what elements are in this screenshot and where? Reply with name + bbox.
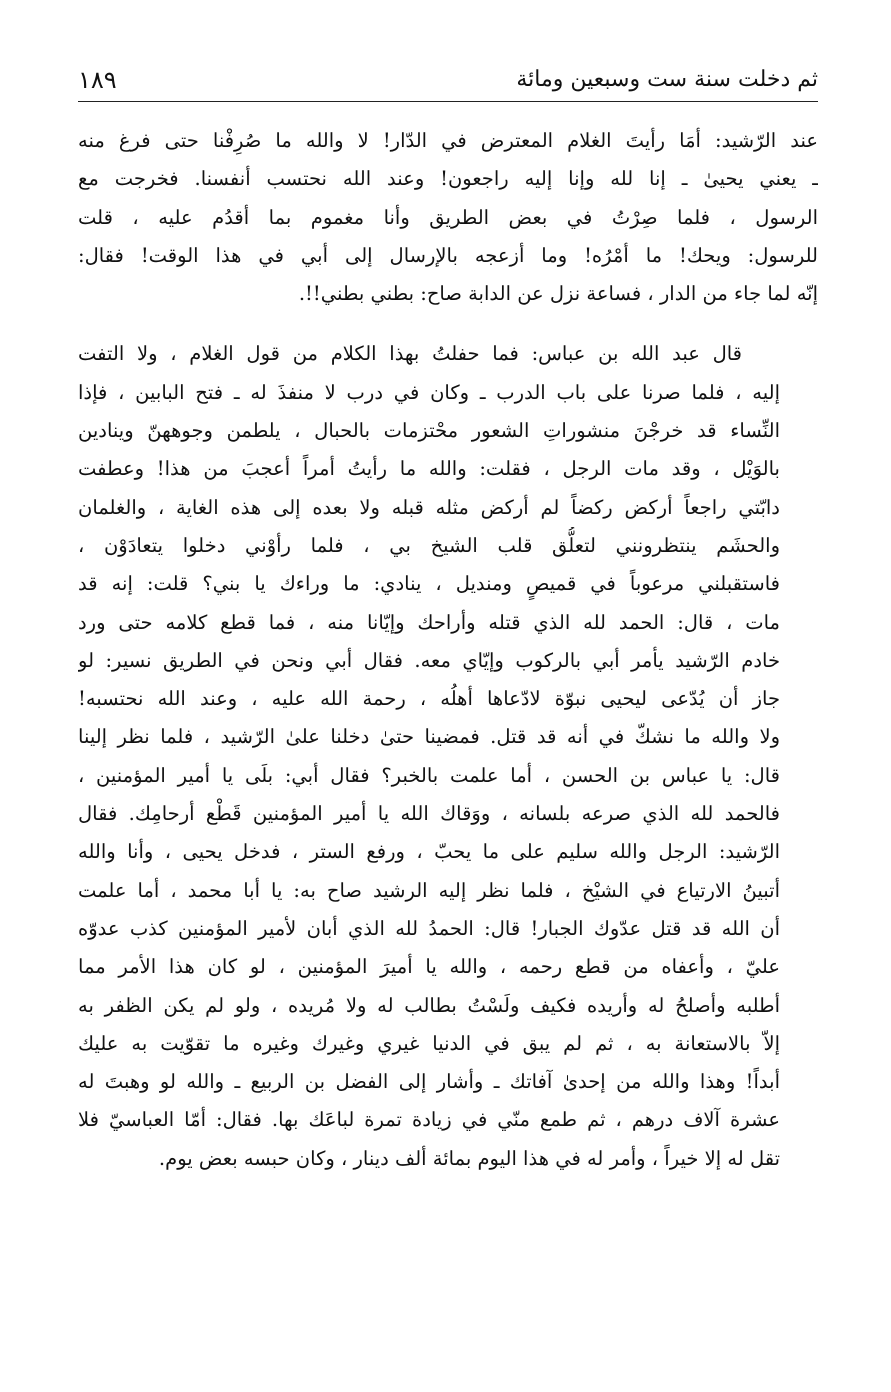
- text-line: عشرة آلاف درهم ، ثم طمع منّي في زيادة تمرة لباعَك بها. فقال: أمّا العباسيّ فلا: [78, 1108, 780, 1132]
- text-line: ولا والله ما نشكّ في أنه قد قتل. فمضينا حتىٰ دخلنا علىٰ الرّشيد ، فلما نظر إلينا: [78, 725, 780, 749]
- text-line: الرّشيد: الرجل والله سليم على ما يحبّ ، ورفع الستر ، فدخل يحيى ، وأنا والله: [78, 840, 780, 864]
- text-line: أن الله قد قتل عدّوك الجبار! قال: الحمدُ لله الذي أبان لأمير المؤمنين كذب عدوّه: [78, 916, 780, 940]
- text-line: دابّتي راجعاً أركض ركضاً لم أركض مثله قبله ولا بعده إلى هذه الغاية ، والغلمان: [78, 495, 780, 519]
- page-body: [78, 122, 818, 1178]
- text-line: أتبينُ الارتياع في الشيْخ ، فلما نظر إليه الرشيد صاح به: يا أبا محمد ، أما علمت: [78, 878, 780, 902]
- text-line: أطلبه وأصلحُ له وأريده فكيف ولَسْتُ بطالب له ولا مُريده ، ولو لم يكن الظفر به: [78, 993, 780, 1017]
- paragraph-1: [78, 122, 818, 313]
- text-line: إلاّ بالاستعانة به ، ثم لم يبق في الدنيا غيري وغيرك وغيره ما تقوّيت به عليك: [78, 1031, 780, 1055]
- text-line: والحشَم ينتظرونني لتعلُّق قلب الشيخ بي ، فلما رأوْني دخلوا يتعادَوْن ،: [78, 533, 780, 557]
- header-divider: [78, 101, 818, 102]
- text-line: قال: يا عباس بن الحسن ، أما علمت بالخبر؟ فقال أبي: بلَى يا أمير المؤمنين ،: [78, 763, 780, 787]
- text-line: عليّ ، وأعفاه من قطع رحمه ، والله يا أميرَ المؤمنين ، لو كان هذا الأمر مما: [78, 955, 780, 979]
- running-header: [78, 62, 818, 98]
- text-line: للرسول: ويحك! ما أمْرُه! وما أزعجه بالإرسال إلى أبي في هذا الوقت! فقال:: [78, 243, 818, 267]
- text-line: قال عبد الله بن عباس: فما حفلتُ بهذا الكلام من قول الغلام ، ولا التفت: [78, 342, 742, 366]
- text-line: بالوَيْل ، وقد مات الرجل ، فقلت: والله ما رأيتُ أمراً أعجبَ من هذا! وعطفت: [78, 457, 780, 481]
- page-number: ١٨٩: [78, 66, 117, 94]
- text-line: مات ، قال: الحمد لله الذي قتله وأراحك وإيّانا منه ، فما قطع كلامه حتى ورد: [78, 610, 780, 634]
- text-line: فاستقبلني مرعوباً في قميصٍ ومنديل ، ينادي: ما وراءك يا بني؟ قلت: إنه قد: [78, 572, 780, 596]
- text-line: النِّساء قد خرجْنَ منشوراتِ الشعور محْتزمات بالحبال ، يلطمن وجوههنّ وينادين: [78, 419, 780, 443]
- text-line: فالحمد لله الذي صرعه بلسانه ، ووَقاك الله يا أمير المؤمنين قَطْع أرحامِك. فقال: [78, 802, 780, 826]
- text-line: أبداً! وهذا والله من إحدىٰ آفاتك ـ وأشار إلى الفضل بن الربيع ـ والله لو وهبتَ له: [78, 1070, 780, 1094]
- text-line: جاز أن يُدّعى ليحيى نبوّة لادّعاها أهلُه ، رحمة الله عليه ، وعند الله نحتسبه!: [78, 687, 780, 711]
- paragraph-2: [78, 335, 818, 1178]
- text-line: ـ يعني يحيىٰ ـ إنا لله وإنا إليه راجعون! وعند الله نحتسب أنفسنا. فخرجت مع: [78, 167, 818, 191]
- text-line: الرسول ، فلما صِرْتُ في بعض الطريق وأنا مغموم بما أقدُم عليه ، قلت: [78, 205, 818, 229]
- text-line: خادم الرّشيد يأمر أبي بالركوب وإيّاي معه. فقال أبي ونحن في الطريق نسير: لو: [78, 648, 780, 672]
- text-line: إليه ، فلما صرنا على باب الدرب ـ وكان في درب لا منفذَ له ـ فتح البابين ، فإذا: [78, 380, 780, 404]
- text-line: تقل له إلا خيراً ، وأمر له في هذا اليوم بمائة ألف دينار ، وكان حبسه بعض يوم.: [158, 1146, 780, 1170]
- text-line: عند الرّشيد: أمَا رأيتَ الغلام المعترض في الدّار! لا والله ما صُرِفْنا حتى فرغ منه: [78, 129, 818, 152]
- running-title: ثم دخلت سنة ست وسبعين ومائة: [516, 67, 818, 92]
- text-line: إنّه لما جاء من الدار ، فساعة نزل عن الدابة صاح: بطني بطني!!.: [298, 282, 818, 306]
